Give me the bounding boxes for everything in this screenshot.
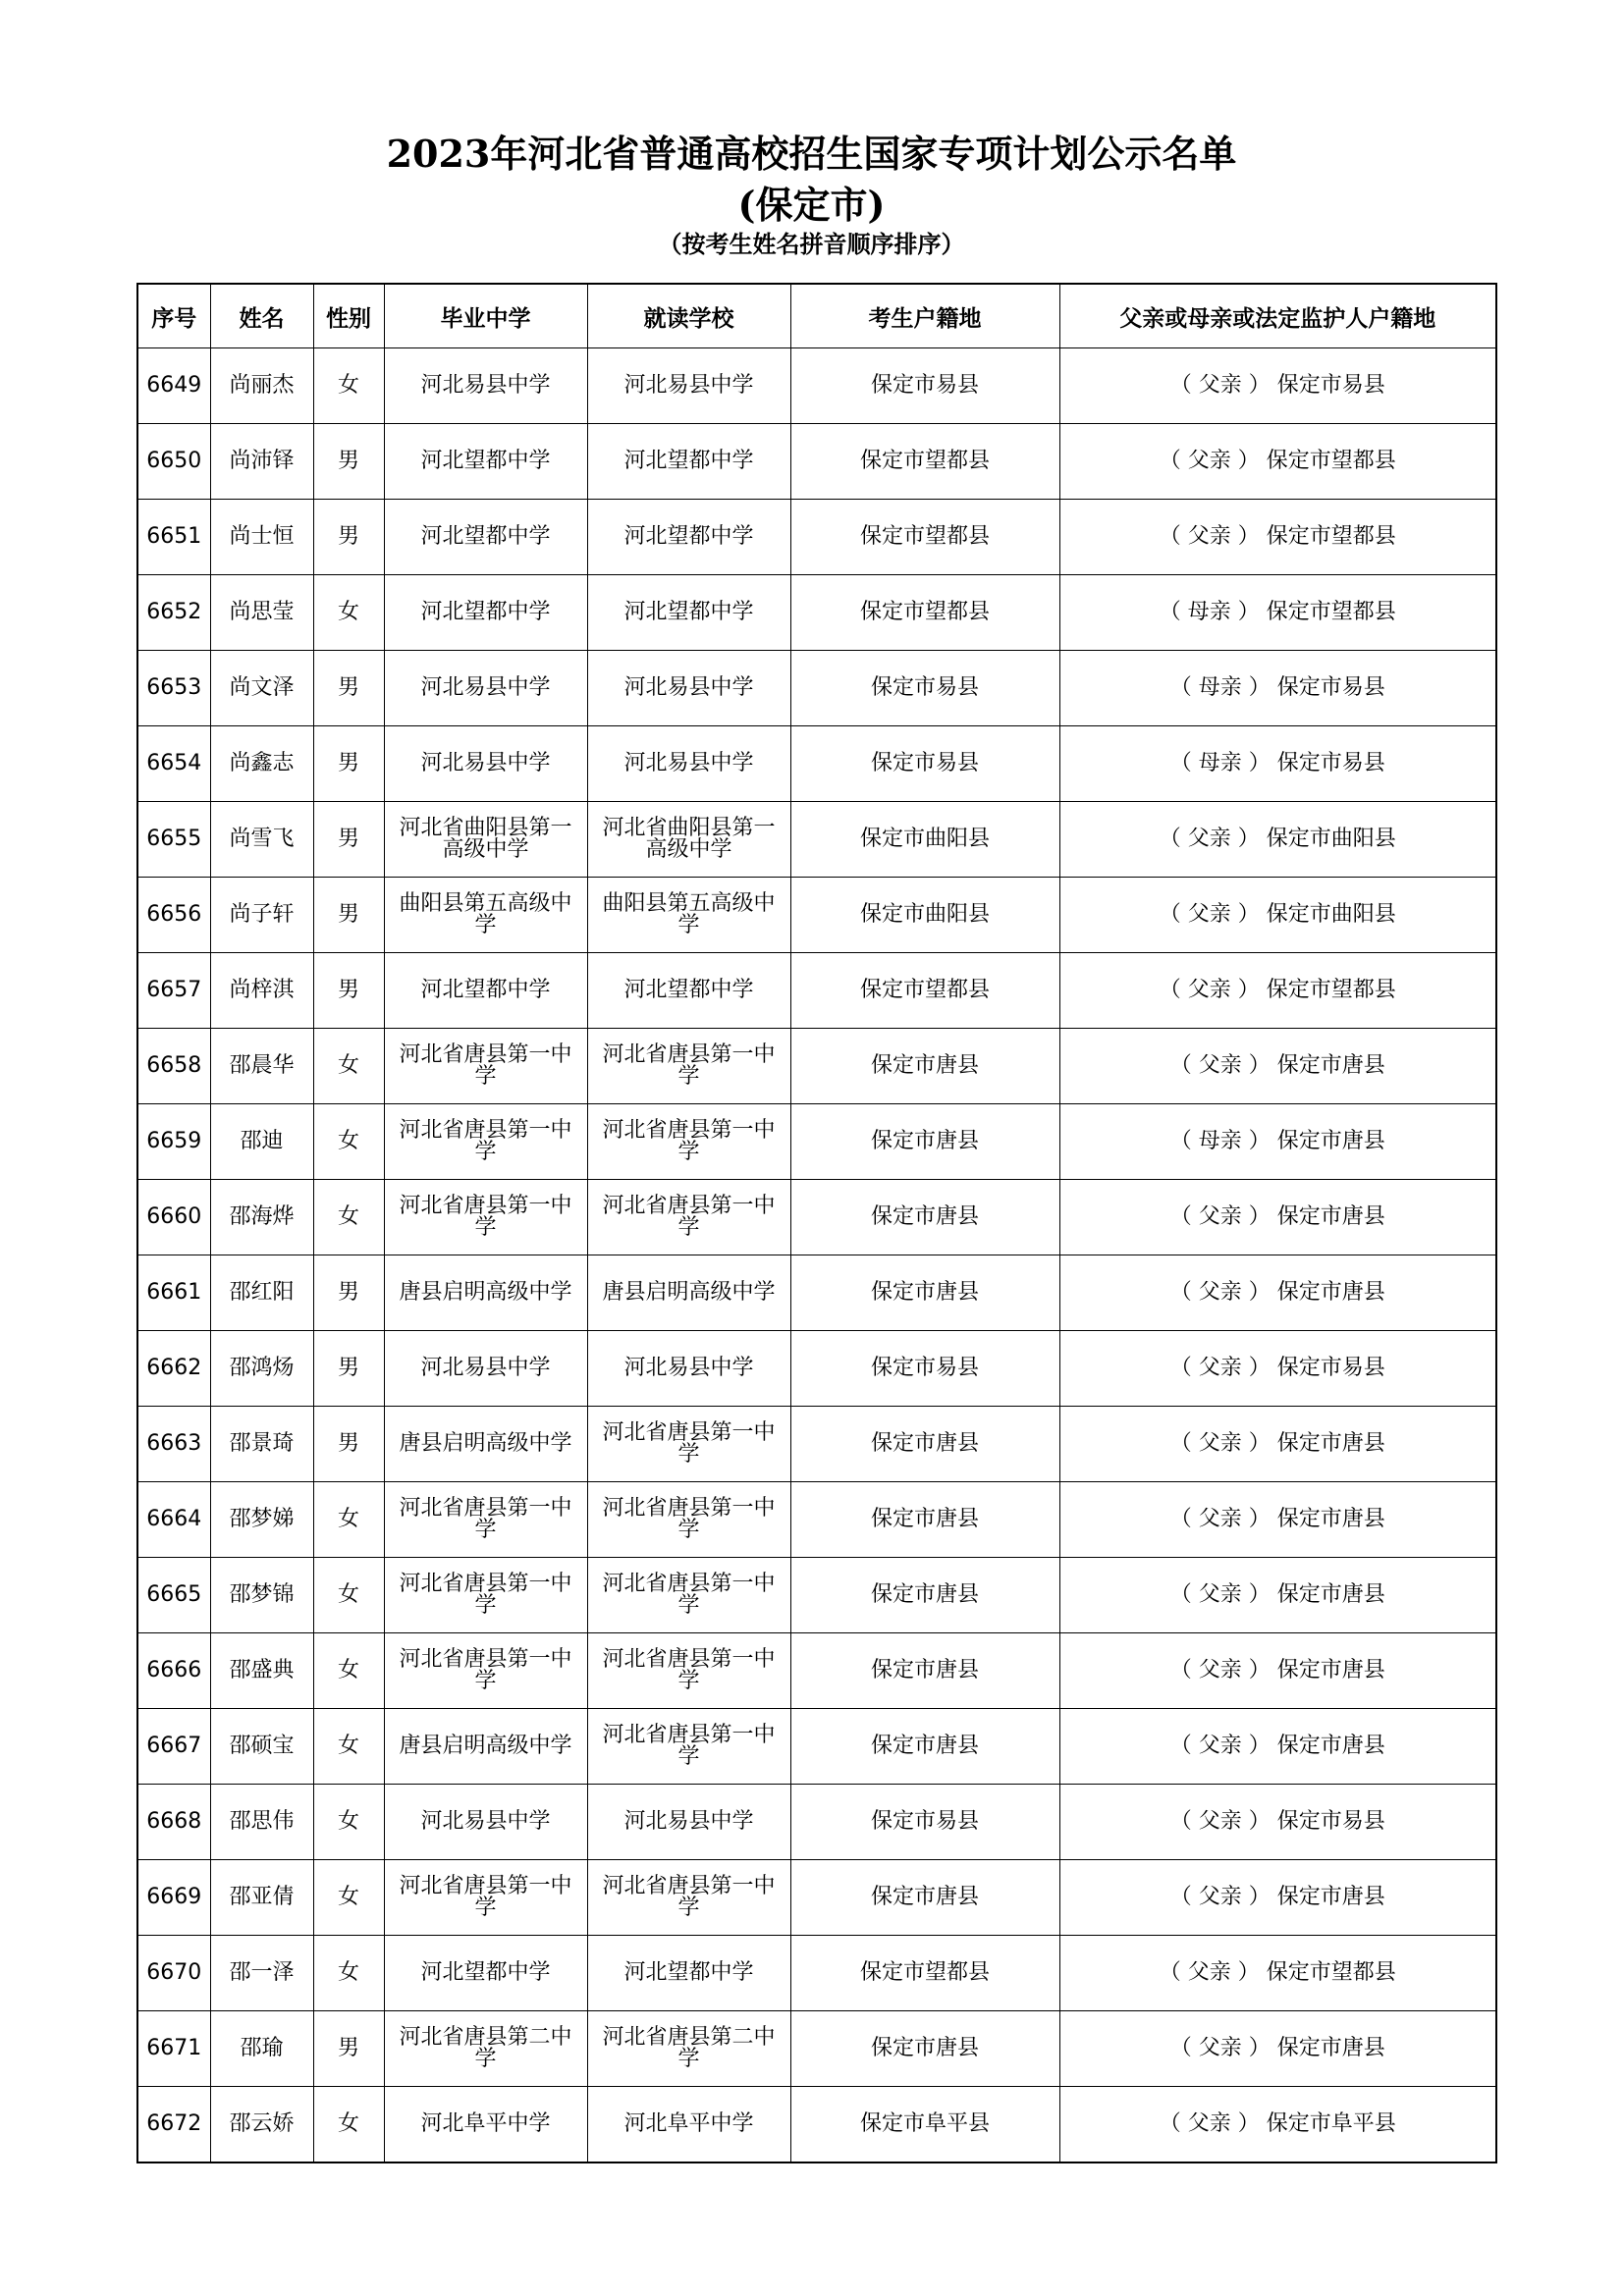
gender-cell: 男 (313, 424, 384, 500)
school-name-text: 河北省唐县第一中学 (399, 1118, 572, 1164)
name-cell: 邵海烨 (210, 1180, 313, 1255)
name-cell: 邵一泽 (210, 1936, 313, 2011)
current-school-cell (587, 575, 790, 651)
name-cell: 尚士恒 (210, 500, 313, 575)
school-name-text: 河北省曲阳县第一高级中学 (602, 816, 776, 862)
name-cell: 尚梓淇 (210, 953, 313, 1029)
graduation-school-cell (384, 1633, 587, 1709)
name-cell: 邵迪 (210, 1104, 313, 1180)
gender-cell: 男 (313, 651, 384, 726)
guardian-residence-cell: （ 父亲 ） 保定市唐县 (1059, 1709, 1496, 1785)
graduation-school-cell (384, 1936, 587, 2011)
current-school-cell (587, 1785, 790, 1860)
table-row (137, 575, 1496, 651)
current-school-cell (587, 1709, 790, 1785)
student-residence-cell: 保定市曲阳县 (790, 878, 1059, 953)
column-header-graduation-school: 毕业中学 (384, 284, 587, 348)
gender-cell: 女 (313, 348, 384, 424)
gender-cell: 女 (313, 1633, 384, 1709)
graduation-school-cell (384, 1180, 587, 1255)
current-school-cell (587, 1407, 790, 1482)
name-cell: 尚子轩 (210, 878, 313, 953)
name-cell: 邵红阳 (210, 1255, 313, 1331)
school-name-text: 河北省唐县第二中学 (399, 2025, 572, 2071)
school-name-text: 河北易县中学 (623, 1809, 754, 1834)
graduation-school-cell (384, 1860, 587, 1936)
column-header-name: 姓名 (210, 284, 313, 348)
table-row (137, 1482, 1496, 1558)
table-row (137, 802, 1496, 878)
seq-cell: 6657 (137, 953, 210, 1029)
school-name-text: 河北望都中学 (420, 600, 551, 624)
school-name-text: 河北望都中学 (420, 1960, 551, 1985)
gender-cell: 男 (313, 802, 384, 878)
school-name-text: 河北易县中学 (420, 1809, 551, 1834)
name-cell: 邵鸿炀 (210, 1331, 313, 1407)
school-name-text: 唐县启明高级中学 (602, 1280, 776, 1305)
school-name-text: 河北省唐县第一中学 (399, 1042, 572, 1089)
graduation-school-cell (384, 1709, 587, 1785)
school-name-text: 曲阳县第五高级中学 (602, 891, 776, 937)
student-residence-cell: 保定市唐县 (790, 1709, 1059, 1785)
seq-cell: 6668 (137, 1785, 210, 1860)
guardian-residence-cell: （ 母亲 ） 保定市望都县 (1059, 575, 1496, 651)
table-row (137, 2011, 1496, 2087)
table-row (137, 1407, 1496, 1482)
graduation-school-cell (384, 1558, 587, 1633)
table-row (137, 1558, 1496, 1633)
guardian-residence-cell: （ 父亲 ） 保定市望都县 (1059, 500, 1496, 575)
seq-cell: 6660 (137, 1180, 210, 1255)
school-name-text: 河北望都中学 (623, 600, 754, 624)
school-name-text: 河北阜平中学 (623, 2111, 754, 2136)
student-residence-cell: 保定市望都县 (790, 953, 1059, 1029)
gender-cell: 男 (313, 2011, 384, 2087)
seq-cell: 6651 (137, 500, 210, 575)
seq-cell: 6667 (137, 1709, 210, 1785)
current-school-cell (587, 1255, 790, 1331)
gender-cell: 女 (313, 1709, 384, 1785)
seq-cell: 6656 (137, 878, 210, 953)
column-header-seq: 序号 (137, 284, 210, 348)
student-residence-cell: 保定市唐县 (790, 1633, 1059, 1709)
roster-body (137, 348, 1496, 2163)
guardian-residence-cell: （ 父亲 ） 保定市唐县 (1059, 1180, 1496, 1255)
guardian-residence-cell: （ 父亲 ） 保定市唐县 (1059, 1407, 1496, 1482)
gender-cell: 女 (313, 1482, 384, 1558)
graduation-school-cell (384, 500, 587, 575)
guardian-residence-cell: （ 父亲 ） 保定市易县 (1059, 1331, 1496, 1407)
student-residence-cell: 保定市唐县 (790, 1860, 1059, 1936)
table-row (137, 953, 1496, 1029)
school-name-text: 河北省唐县第一中学 (602, 1572, 776, 1618)
current-school-cell (587, 651, 790, 726)
guardian-residence-cell: （ 父亲 ） 保定市易县 (1059, 348, 1496, 424)
name-cell: 尚思莹 (210, 575, 313, 651)
table-row (137, 1255, 1496, 1331)
guardian-residence-cell: （ 父亲 ） 保定市唐县 (1059, 1029, 1496, 1104)
graduation-school-cell (384, 651, 587, 726)
school-name-text: 唐县启明高级中学 (399, 1734, 572, 1758)
seq-cell: 6664 (137, 1482, 210, 1558)
school-name-text: 河北易县中学 (623, 1356, 754, 1380)
school-name-text: 河北望都中学 (420, 449, 551, 473)
seq-cell: 6665 (137, 1558, 210, 1633)
seq-cell: 6649 (137, 348, 210, 424)
column-header-gender: 性别 (313, 284, 384, 348)
gender-cell: 男 (313, 726, 384, 802)
current-school-cell (587, 1482, 790, 1558)
student-residence-cell: 保定市唐县 (790, 1482, 1059, 1558)
seq-cell: 6666 (137, 1633, 210, 1709)
table-row (137, 500, 1496, 575)
seq-cell: 6669 (137, 1860, 210, 1936)
seq-cell: 6655 (137, 802, 210, 878)
guardian-residence-cell: （ 父亲 ） 保定市阜平县 (1059, 2087, 1496, 2163)
school-name-text: 河北望都中学 (420, 978, 551, 1002)
document-title: 2023年河北省普通高校招生国家专项计划公示名单 (386, 132, 1237, 176)
document-subtitle: (保定市) (737, 183, 886, 227)
sort-note: （按考生姓名拼音顺序排序） (658, 231, 965, 258)
school-name-text: 河北省唐县第一中学 (602, 1723, 776, 1769)
gender-cell: 男 (313, 1331, 384, 1407)
school-name-text: 河北易县中学 (420, 1356, 551, 1380)
school-name-text: 河北省曲阳县第一高级中学 (399, 816, 572, 862)
school-name-text: 河北阜平中学 (420, 2111, 551, 2136)
name-cell: 尚鑫志 (210, 726, 313, 802)
student-residence-cell: 保定市易县 (790, 651, 1059, 726)
seq-cell: 6672 (137, 2087, 210, 2163)
school-name-text: 河北省唐县第一中学 (399, 1496, 572, 1542)
student-residence-cell: 保定市唐县 (790, 1029, 1059, 1104)
gender-cell: 女 (313, 1860, 384, 1936)
current-school-cell (587, 1104, 790, 1180)
name-cell: 尚文泽 (210, 651, 313, 726)
table-row (137, 1936, 1496, 2011)
graduation-school-cell (384, 878, 587, 953)
school-name-text: 河北省唐县第一中学 (602, 1496, 776, 1542)
current-school-cell (587, 1936, 790, 2011)
school-name-text: 河北省唐县第一中学 (602, 1420, 776, 1467)
school-name-text: 河北易县中学 (623, 373, 754, 398)
guardian-residence-cell: （ 父亲 ） 保定市唐县 (1059, 1633, 1496, 1709)
name-cell: 邵盛典 (210, 1633, 313, 1709)
name-cell: 尚丽杰 (210, 348, 313, 424)
guardian-residence-cell: （ 父亲 ） 保定市唐县 (1059, 1482, 1496, 1558)
school-name-text: 河北望都中学 (420, 524, 551, 549)
column-header-current-school: 就读学校 (587, 284, 790, 348)
gender-cell: 男 (313, 878, 384, 953)
graduation-school-cell (384, 2011, 587, 2087)
guardian-residence-cell: （ 母亲 ） 保定市易县 (1059, 651, 1496, 726)
school-name-text: 河北省唐县第二中学 (602, 2025, 776, 2071)
school-name-text: 河北易县中学 (623, 751, 754, 775)
current-school-cell (587, 2087, 790, 2163)
current-school-cell (587, 1029, 790, 1104)
seq-cell: 6670 (137, 1936, 210, 2011)
school-name-text: 河北望都中学 (623, 1960, 754, 1985)
guardian-residence-cell: （ 父亲 ） 保定市唐县 (1059, 1558, 1496, 1633)
gender-cell: 女 (313, 1029, 384, 1104)
seq-cell: 6654 (137, 726, 210, 802)
name-cell: 邵晨华 (210, 1029, 313, 1104)
student-residence-cell: 保定市易县 (790, 1331, 1059, 1407)
table-row (137, 1331, 1496, 1407)
seq-cell: 6661 (137, 1255, 210, 1331)
graduation-school-cell (384, 2087, 587, 2163)
school-name-text: 河北省唐县第一中学 (602, 1194, 776, 1240)
gender-cell: 女 (313, 1785, 384, 1860)
current-school-cell (587, 1633, 790, 1709)
graduation-school-cell (384, 953, 587, 1029)
seq-cell: 6653 (137, 651, 210, 726)
graduation-school-cell (384, 1785, 587, 1860)
seq-cell: 6663 (137, 1407, 210, 1482)
school-name-text: 唐县启明高级中学 (399, 1431, 572, 1456)
seq-cell: 6671 (137, 2011, 210, 2087)
table-row (137, 424, 1496, 500)
guardian-residence-cell: （ 父亲 ） 保定市易县 (1059, 1785, 1496, 1860)
student-residence-cell: 保定市唐县 (790, 1180, 1059, 1255)
school-name-text: 河北省唐县第一中学 (399, 1874, 572, 1920)
graduation-school-cell (384, 1029, 587, 1104)
current-school-cell (587, 1331, 790, 1407)
student-residence-cell: 保定市望都县 (790, 1936, 1059, 2011)
seq-cell: 6659 (137, 1104, 210, 1180)
table-row (137, 651, 1496, 726)
school-name-text: 河北易县中学 (420, 675, 551, 700)
graduation-school-cell (384, 726, 587, 802)
current-school-cell (587, 878, 790, 953)
name-cell: 邵梦娣 (210, 1482, 313, 1558)
seq-cell: 6658 (137, 1029, 210, 1104)
school-name-text: 河北望都中学 (623, 449, 754, 473)
seq-cell: 6652 (137, 575, 210, 651)
roster-table (136, 283, 1497, 2163)
guardian-residence-cell: （ 父亲 ） 保定市唐县 (1059, 2011, 1496, 2087)
name-cell: 邵思伟 (210, 1785, 313, 1860)
school-name-text: 河北易县中学 (420, 373, 551, 398)
name-cell: 邵瑜 (210, 2011, 313, 2087)
school-name-text: 河北省唐县第一中学 (602, 1042, 776, 1089)
table-row (137, 726, 1496, 802)
name-cell: 邵亚倩 (210, 1860, 313, 1936)
column-header-guardian-residence: 父亲或母亲或法定监护人户籍地 (1059, 284, 1496, 348)
student-residence-cell: 保定市唐县 (790, 1407, 1059, 1482)
student-residence-cell: 保定市唐县 (790, 2011, 1059, 2087)
student-residence-cell: 保定市阜平县 (790, 2087, 1059, 2163)
current-school-cell (587, 2011, 790, 2087)
current-school-cell (587, 424, 790, 500)
table-header-row (137, 284, 1496, 348)
name-cell: 邵硕宝 (210, 1709, 313, 1785)
gender-cell: 女 (313, 1104, 384, 1180)
gender-cell: 男 (313, 1255, 384, 1331)
school-name-text: 河北省唐县第一中学 (602, 1118, 776, 1164)
table-row (137, 1709, 1496, 1785)
guardian-residence-cell: （ 父亲 ） 保定市曲阳县 (1059, 878, 1496, 953)
gender-cell: 男 (313, 953, 384, 1029)
guardian-residence-cell: （ 母亲 ） 保定市易县 (1059, 726, 1496, 802)
school-name-text: 河北省唐县第一中学 (399, 1194, 572, 1240)
graduation-school-cell (384, 575, 587, 651)
student-residence-cell: 保定市唐县 (790, 1255, 1059, 1331)
graduation-school-cell (384, 424, 587, 500)
guardian-residence-cell: （ 父亲 ） 保定市唐县 (1059, 1255, 1496, 1331)
guardian-residence-cell: （ 父亲 ） 保定市唐县 (1059, 1860, 1496, 1936)
school-name-text: 河北望都中学 (623, 524, 754, 549)
column-header-student-residence: 考生户籍地 (790, 284, 1059, 348)
graduation-school-cell (384, 1255, 587, 1331)
guardian-residence-cell: （ 父亲 ） 保定市曲阳县 (1059, 802, 1496, 878)
school-name-text: 河北望都中学 (623, 978, 754, 1002)
name-cell: 尚沛铎 (210, 424, 313, 500)
graduation-school-cell (384, 802, 587, 878)
table-row (137, 1785, 1496, 1860)
name-cell: 邵梦锦 (210, 1558, 313, 1633)
table-row (137, 1180, 1496, 1255)
gender-cell: 女 (313, 1180, 384, 1255)
table-row (137, 878, 1496, 953)
gender-cell: 男 (313, 500, 384, 575)
table-row (137, 1029, 1496, 1104)
guardian-residence-cell: （ 父亲 ） 保定市望都县 (1059, 953, 1496, 1029)
school-name-text: 河北省唐县第一中学 (399, 1572, 572, 1618)
graduation-school-cell (384, 1331, 587, 1407)
table-row (137, 2087, 1496, 2163)
guardian-residence-cell: （ 母亲 ） 保定市唐县 (1059, 1104, 1496, 1180)
gender-cell: 男 (313, 1407, 384, 1482)
current-school-cell (587, 500, 790, 575)
table-row (137, 1860, 1496, 1936)
current-school-cell (587, 953, 790, 1029)
student-residence-cell: 保定市唐县 (790, 1104, 1059, 1180)
school-name-text: 河北省唐县第一中学 (399, 1647, 572, 1693)
seq-cell: 6650 (137, 424, 210, 500)
student-residence-cell: 保定市望都县 (790, 500, 1059, 575)
graduation-school-cell (384, 1104, 587, 1180)
student-residence-cell: 保定市易县 (790, 1785, 1059, 1860)
gender-cell: 女 (313, 575, 384, 651)
school-name-text: 曲阳县第五高级中学 (399, 891, 572, 937)
student-residence-cell: 保定市易县 (790, 348, 1059, 424)
gender-cell: 女 (313, 1558, 384, 1633)
school-name-text: 唐县启明高级中学 (399, 1280, 572, 1305)
gender-cell: 女 (313, 1936, 384, 2011)
current-school-cell (587, 1558, 790, 1633)
school-name-text: 河北省唐县第一中学 (602, 1874, 776, 1920)
gender-cell: 女 (313, 2087, 384, 2163)
school-name-text: 河北省唐县第一中学 (602, 1647, 776, 1693)
school-name-text: 河北易县中学 (623, 675, 754, 700)
table-row (137, 348, 1496, 424)
current-school-cell (587, 1180, 790, 1255)
name-cell: 邵景琦 (210, 1407, 313, 1482)
student-residence-cell: 保定市易县 (790, 726, 1059, 802)
seq-cell: 6662 (137, 1331, 210, 1407)
name-cell: 尚雪飞 (210, 802, 313, 878)
graduation-school-cell (384, 1482, 587, 1558)
current-school-cell (587, 726, 790, 802)
table-row (137, 1104, 1496, 1180)
student-residence-cell: 保定市唐县 (790, 1558, 1059, 1633)
current-school-cell (587, 802, 790, 878)
student-residence-cell: 保定市望都县 (790, 575, 1059, 651)
guardian-residence-cell: （ 父亲 ） 保定市望都县 (1059, 424, 1496, 500)
guardian-residence-cell: （ 父亲 ） 保定市望都县 (1059, 1936, 1496, 2011)
student-residence-cell: 保定市曲阳县 (790, 802, 1059, 878)
name-cell: 邵云娇 (210, 2087, 313, 2163)
school-name-text: 河北易县中学 (420, 751, 551, 775)
graduation-school-cell (384, 1407, 587, 1482)
student-residence-cell: 保定市望都县 (790, 424, 1059, 500)
table-row (137, 1633, 1496, 1709)
current-school-cell (587, 348, 790, 424)
current-school-cell (587, 1860, 790, 1936)
graduation-school-cell (384, 348, 587, 424)
